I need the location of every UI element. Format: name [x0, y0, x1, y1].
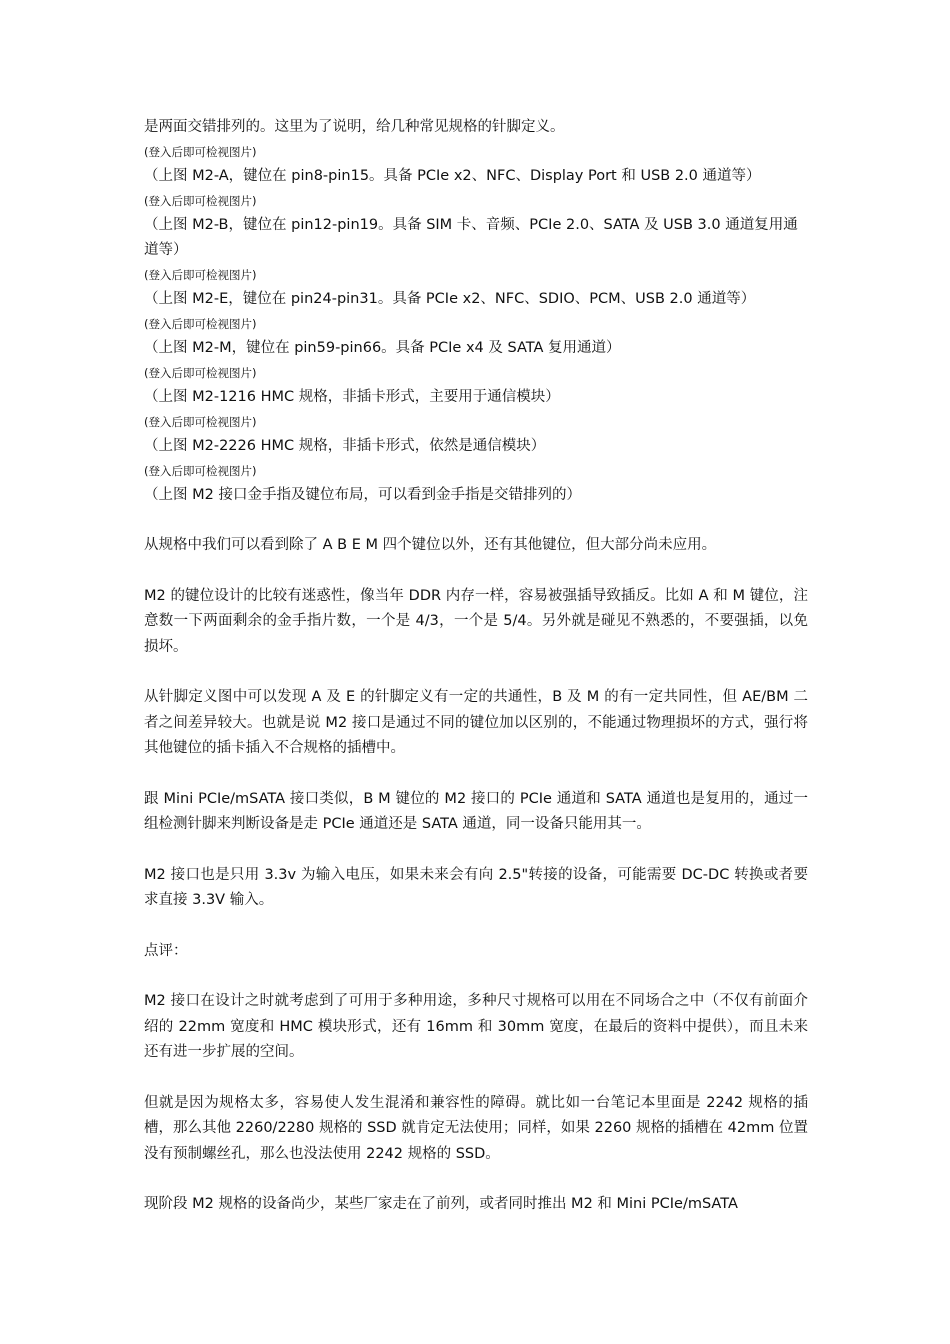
- body-paragraph: 从针脚定义图中可以发现 A 及 E 的针脚定义有一定的共通性，B 及 M 的有一定共同性，但 AE/BM 二者之间差异较大。也就是说 M2 接口是通过不同的键位加以区别的，不能通过物理损坏的方式，强行将其他键位的插卡插入不合规格的插槽中。: [144, 689, 808, 756]
- body-paragraph: M2 接口在设计之时就考虑到了可用于多种用途，多种尺寸规格可以用在不同场合之中（不仅有前面介绍的 22mm 宽度和 HMC 模块形式，还有 16mm 和 30mm 宽度，在最后的资料中提供），而且未来还有进一步扩展的空间。: [144, 993, 808, 1060]
- paragraph-spacer: [144, 508, 808, 533]
- body-paragraph: 从规格中我们可以看到除了 A B E M 四个键位以外，还有其他键位，但大部分尚未应用。: [144, 537, 717, 553]
- paragraph-spacer: [144, 914, 808, 939]
- paragraph-spacer: [144, 838, 808, 863]
- image-caption: （上图 M2 接口金手指及键位布局，可以看到金手指是交错排列的）: [144, 487, 581, 503]
- image-placeholder-notice[interactable]: (登入后即可检视图片): [144, 415, 257, 429]
- image-caption: （上图 M2-1216 HMC 规格，非插卡形式，主要用于通信模块）: [144, 389, 560, 405]
- image-placeholder-notice[interactable]: (登入后即可检视图片): [144, 464, 257, 478]
- paragraph-spacer: [144, 1167, 808, 1192]
- image-caption: （上图 M2-B，键位在 pin12-pin19。具备 SIM 卡、音频、PCIe 2.0、SATA 及 USB 3.0 通道复用通道等）: [144, 217, 798, 258]
- image-caption: （上图 M2-A，键位在 pin8-pin15。具备 PCIe x2、NFC、Display Port 和 USB 2.0 通道等）: [144, 168, 761, 184]
- body-paragraph: 但就是因为规格太多，容易使人发生混淆和兼容性的障碍。就比如一台笔记本里面是 2242 规格的插槽，那么其他 2260/2280 规格的 SSD 就肯定无法使用；同样，如果 2260 规格的插槽在 42mm 位置没有预制螺丝孔，那么也没法使用 2242 规格的 SSD。: [144, 1094, 808, 1162]
- image-caption: （上图 M2-E，键位在 pin24-pin31。具备 PCIe x2、NFC、SDIO、PCM、USB 2.0 通道等）: [144, 291, 756, 307]
- image-placeholder-notice[interactable]: (登入后即可检视图片): [144, 145, 257, 159]
- image-placeholder-notice[interactable]: (登入后即可检视图片): [144, 268, 257, 282]
- body-paragraph: 跟 Mini PCIe/mSATA 接口类似，B M 键位的 M2 接口的 PCIe 通道和 SATA 通道也是复用的，通过一组检测针脚来判断设备是走 PCIe 通道还是 SATA 通道，同一设备只能用其一。: [144, 790, 808, 832]
- image-placeholder-notice[interactable]: (登入后即可检视图片): [144, 366, 257, 380]
- paragraph-spacer: [144, 964, 808, 989]
- body-paragraph: M2 接口也是只用 3.3v 为输入电压，如果未来会有向 2.5"转接的设备，可能需要 DC-DC 转换或者要求直接 3.3V 输入。: [144, 866, 808, 908]
- image-caption: （上图 M2-M，键位在 pin59-pin66。具备 PCIe x4 及 SATA 复用通道）: [144, 340, 621, 356]
- paragraph-spacer: [144, 1066, 808, 1091]
- body-paragraph: M2 的键位设计的比较有迷惑性，像当年 DDR 内存一样，容易被强插导致插反。比如 A 和 M 键位，注意数一下两面剩余的金手指片数，一个是 4/3，一个是 5/4。另外就是碰见不熟悉的，不要强插，以免损坏。: [144, 587, 808, 655]
- paragraph-spacer: [144, 559, 808, 584]
- review-heading: 点评：: [144, 942, 188, 959]
- image-placeholder-notice[interactable]: (登入后即可检视图片): [144, 194, 257, 208]
- paragraph-spacer: [144, 762, 808, 787]
- image-placeholder-notice[interactable]: (登入后即可检视图片): [144, 317, 257, 331]
- paragraph-spacer: [144, 660, 808, 685]
- document-page: [144, 115, 808, 1218]
- image-caption: （上图 M2-2226 HMC 规格，非插卡形式，依然是通信模块）: [144, 438, 546, 454]
- body-paragraph: 现阶段 M2 规格的设备尚少，某些厂家走在了前列，或者同时推出 M2 和 Mini PCIe/mSATA: [144, 1196, 738, 1212]
- intro-text: 是两面交错排列的。这里为了说明，给几种常见规格的针脚定义。: [144, 119, 565, 135]
